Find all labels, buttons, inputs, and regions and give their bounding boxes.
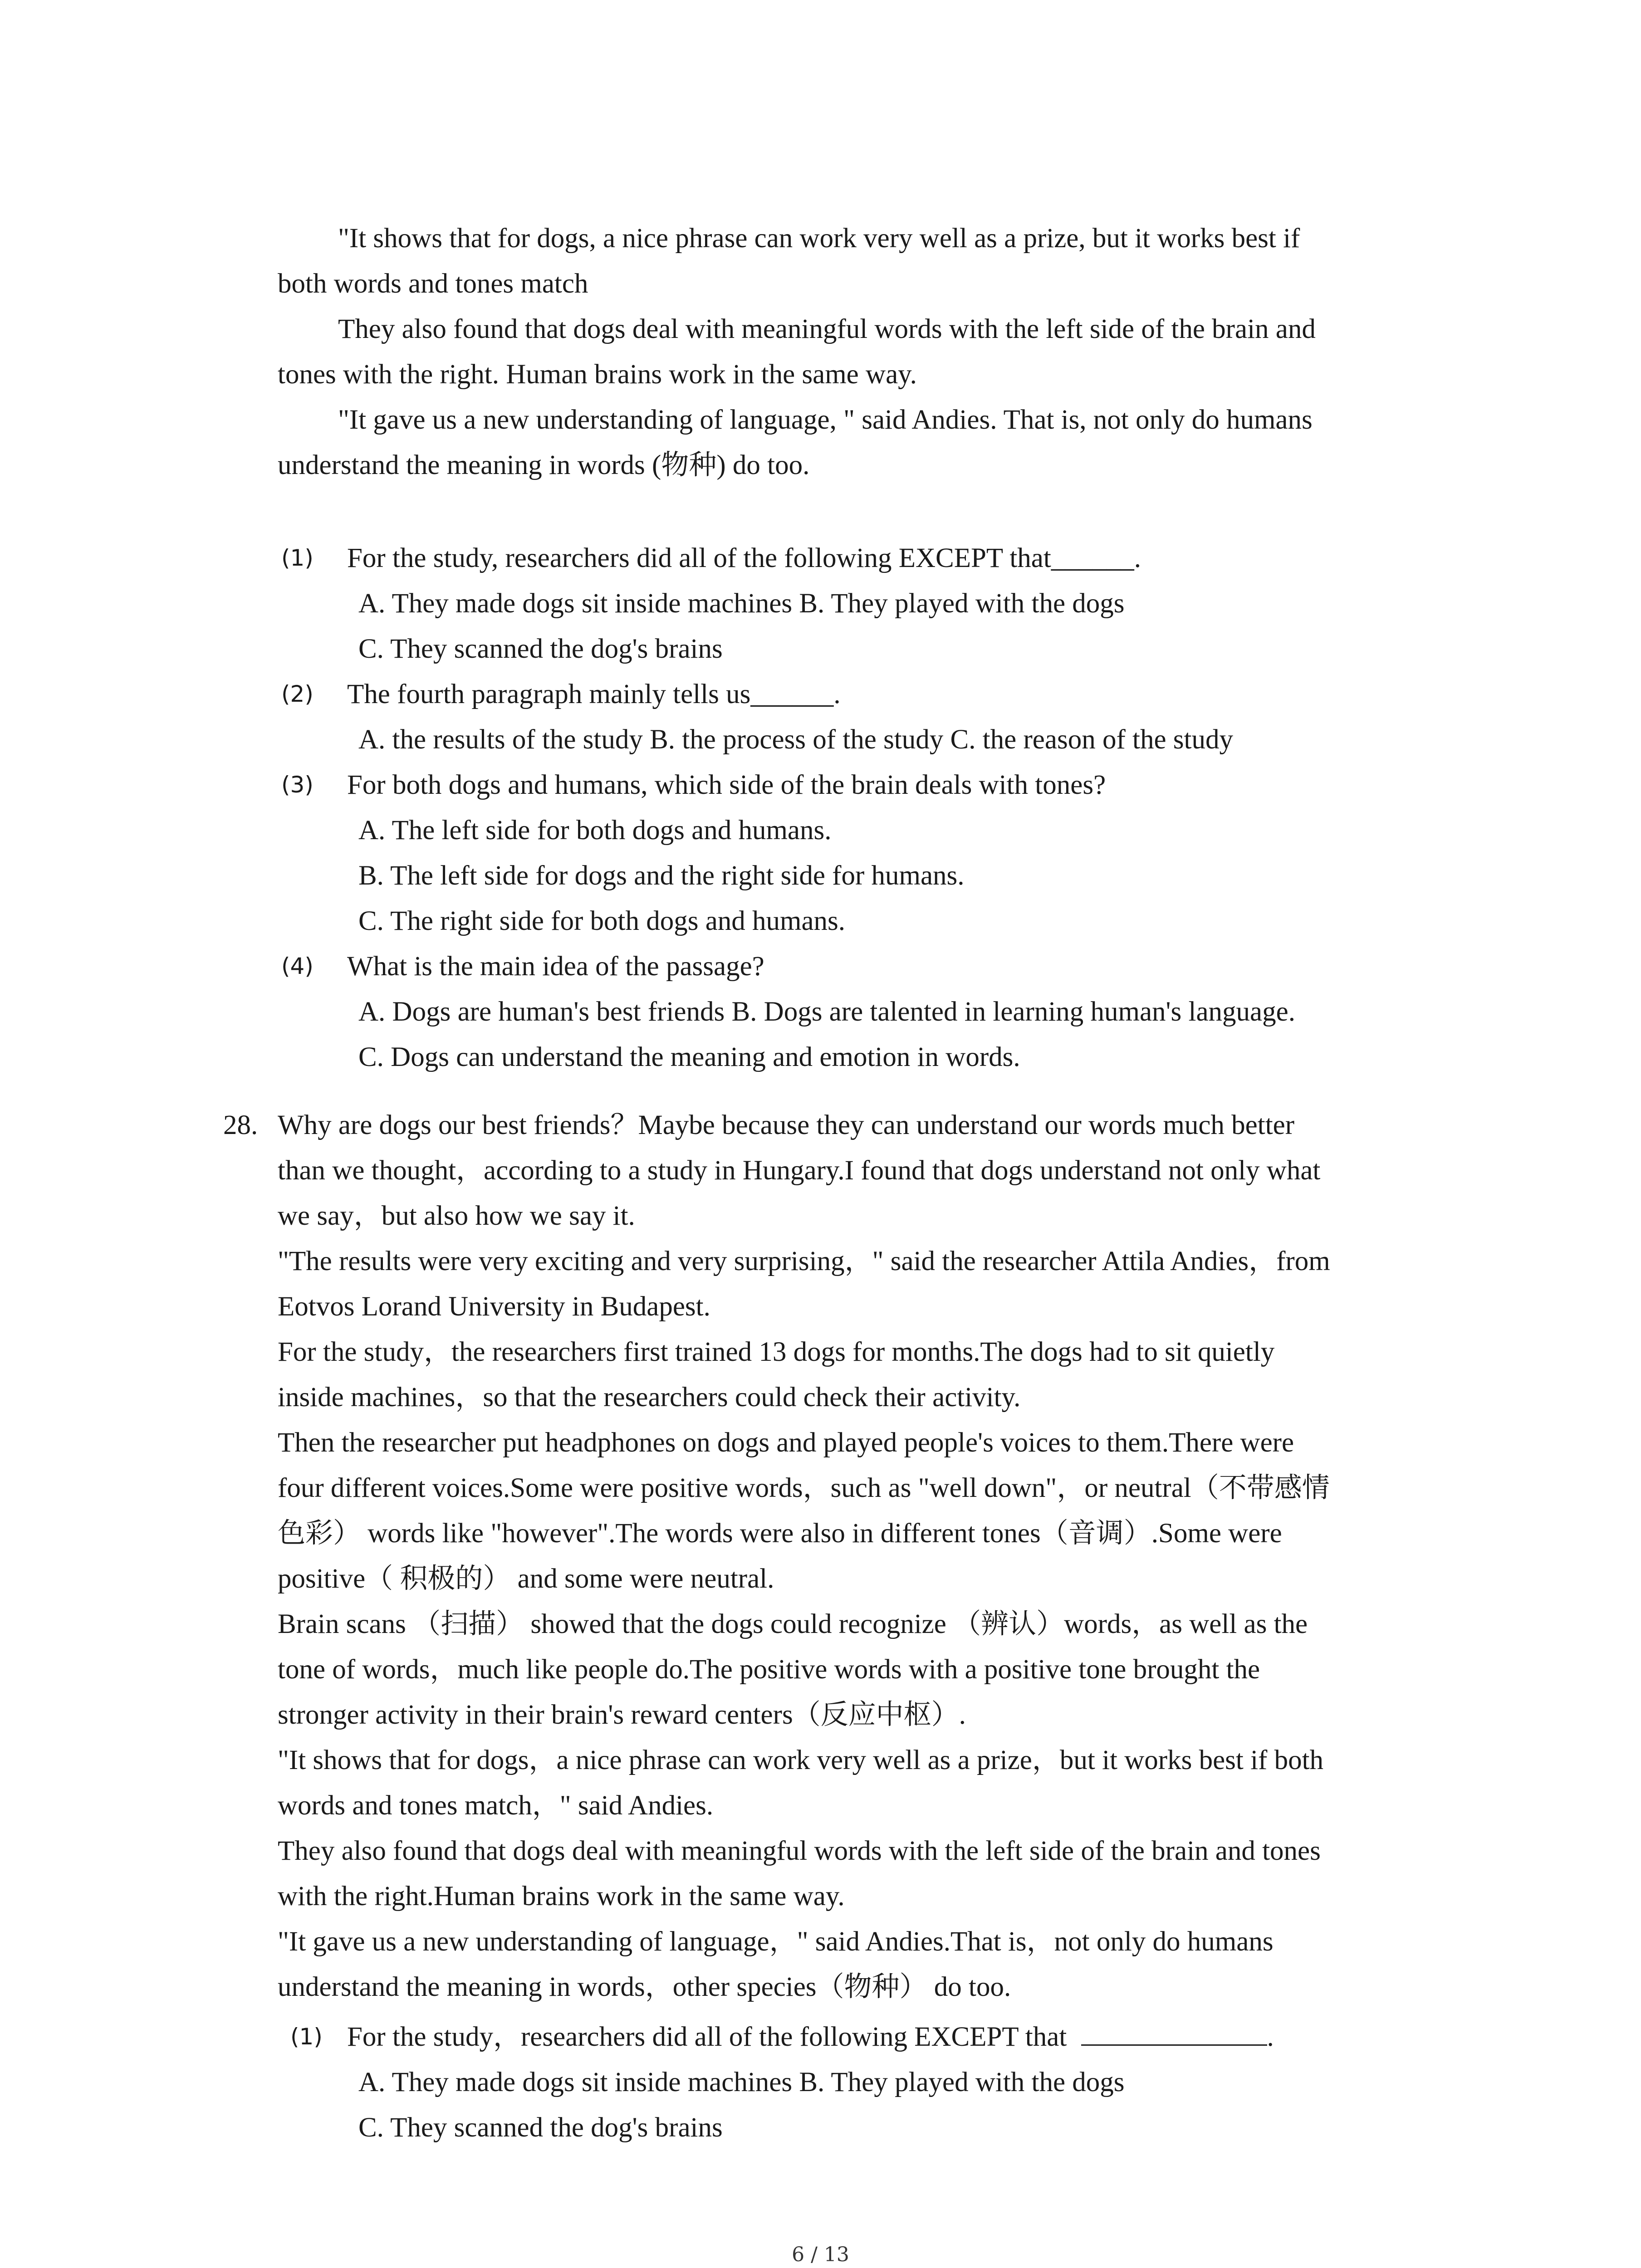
q28-line: four different voices.Some were positive words，such as "well down"，or neutral（不带感情 — [278, 1473, 1330, 1503]
question-option: A. The left side for both dogs and humans. — [358, 815, 832, 846]
question-option: A. Dogs are human's best friends B. Dogs are talented in learning human's language. — [358, 997, 1295, 1027]
q28-line: For the study，the researchers first trained 13 dogs for months.The dogs had to sit quietly — [278, 1337, 1275, 1367]
question-stem: The fourth paragraph mainly tells us______. — [347, 679, 841, 709]
q28-line: stronger activity in their brain's reward centers（反应中枢）. — [278, 1700, 966, 1730]
question-option: C. They scanned the dog's brains — [358, 2112, 723, 2143]
passage-line: "It gave us a new understanding of language, " said Andies. That is, not only do humans — [338, 405, 1313, 435]
question-stem: For both dogs and humans, which side of the brain deals with tones? — [347, 770, 1106, 800]
q28-line: "It gave us a new understanding of language，" said Andies.That is，not only do humans — [278, 1926, 1274, 1957]
page-number: 6 / 13 — [792, 2243, 849, 2266]
question-28-number: 28. — [223, 1110, 258, 1140]
q28-line: positive（ 积极的） and some were neutral. — [278, 1564, 774, 1594]
q28-line: "The results were very exciting and very surprising，" said the researcher Attila Andies，from — [278, 1246, 1330, 1276]
passage-line: both words and tones match — [278, 269, 588, 299]
question-stem-end: . — [1267, 2022, 1274, 2052]
question-option: A. They made dogs sit inside machines B. They played with the dogs — [358, 2067, 1125, 2097]
question-number: (3) — [281, 772, 314, 798]
passage-line: "It shows that for dogs, a nice phrase can work very well as a prize, but it works best if — [338, 223, 1300, 254]
question-number: (1) — [281, 545, 314, 571]
q28-line: "It shows that for dogs，a nice phrase can work very well as a prize，but it works best if both — [278, 1745, 1324, 1775]
q28-line: we say，but also how we say it. — [278, 1201, 635, 1231]
q28-line: with the right.Human brains work in the same way. — [278, 1881, 845, 1911]
q28-line: Why are dogs our best friends？Maybe because they can understand our words much better — [278, 1110, 1295, 1140]
q28-line: than we thought，according to a study in Hungary.I found that dogs understand not only what — [278, 1155, 1321, 1186]
question-option: B. The left side for dogs and the right side for humans. — [358, 860, 965, 891]
question-option: A. They made dogs sit inside machines B. They played with the dogs — [358, 588, 1125, 619]
passage-line: They also found that dogs deal with meaningful words with the left side of the brain and — [338, 314, 1316, 344]
q28-line: inside machines，so that the researchers could check their activity. — [278, 1382, 1021, 1413]
question-stem: What is the main idea of the passage? — [347, 951, 764, 982]
question-number: (4) — [281, 953, 314, 979]
question-stem: For the study, researchers did all of the following EXCEPT that______. — [347, 543, 1141, 573]
question-number: (1) — [290, 2024, 323, 2050]
q28-line: Brain scans （扫描） showed that the dogs could recognize （辨认）words，as well as the — [278, 1609, 1308, 1639]
q28-line: tone of words，much like people do.The positive words with a positive tone brought the — [278, 1654, 1260, 1685]
q28-line: 色彩） words like "however".The words were also in different tones（音调）.Some were — [278, 1518, 1282, 1549]
answer-blank — [1081, 2017, 1267, 2046]
passage-line: understand the meaning in words (物种) do too. — [278, 450, 810, 480]
question-stem-text: For the study，researchers did all of the following EXCEPT that — [347, 2022, 1067, 2052]
q28-line: Eotvos Lorand University in Budapest. — [278, 1291, 710, 1322]
q28-line: They also found that dogs deal with meaningful words with the left side of the brain and tones — [278, 1836, 1321, 1866]
q28-line: understand the meaning in words，other species（物种） do too. — [278, 1972, 1011, 2002]
q28-line: Then the researcher put headphones on dogs and played people's voices to them.There were — [278, 1427, 1294, 1458]
question-option: C. The right side for both dogs and humans. — [358, 906, 846, 936]
q28-line: words and tones match，" said Andies. — [278, 1790, 714, 1821]
question-number: (2) — [281, 681, 314, 707]
passage-line: tones with the right. Human brains work in the same way. — [278, 359, 917, 390]
question-option: A. the results of the study B. the process of the study C. the reason of the study — [358, 724, 1233, 755]
question-option: C. Dogs can understand the meaning and emotion in words. — [358, 1042, 1020, 1072]
question-option: C. They scanned the dog's brains — [358, 634, 723, 664]
question-stem — [347, 2014, 1274, 2060]
